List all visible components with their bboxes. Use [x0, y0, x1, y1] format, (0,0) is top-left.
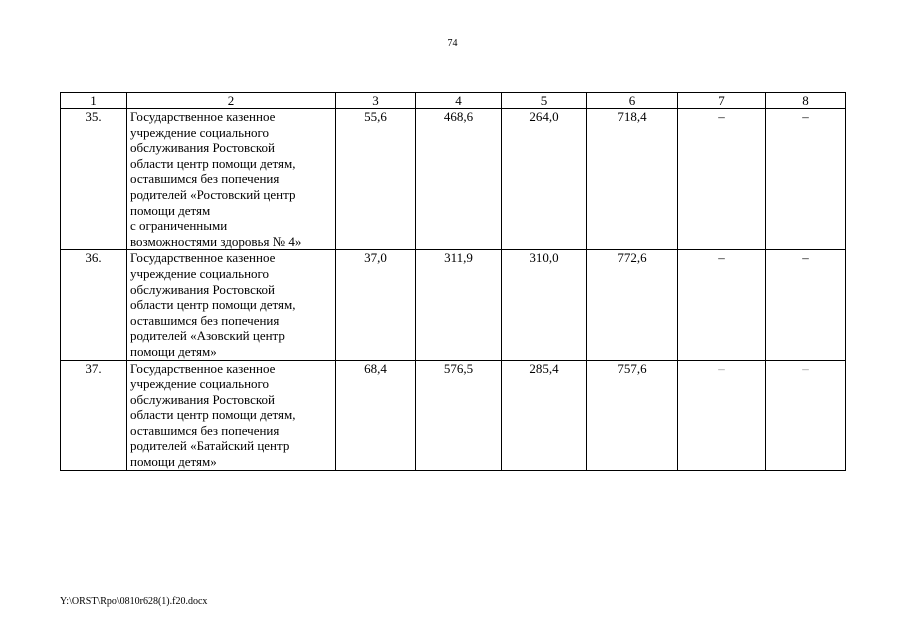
- name-line: оставшимся без попечения: [130, 422, 280, 438]
- data-table: [60, 92, 846, 471]
- column-header-5: 5: [502, 93, 587, 109]
- name-line: учреждение социального: [130, 376, 270, 392]
- value-col-7: –: [678, 360, 766, 470]
- row-number: 35.: [61, 109, 127, 250]
- name-line: обслуживания Ростовской: [130, 391, 275, 407]
- value-col-5: 264,0: [502, 109, 587, 250]
- name-line: области центр помощи детям,: [130, 297, 296, 313]
- name-line: области центр помощи детям,: [130, 407, 296, 423]
- name-line: оставшимся без попечения: [130, 312, 280, 328]
- row-number: 37.: [61, 360, 127, 470]
- column-header-7: 7: [678, 93, 766, 109]
- page-number: 74: [447, 38, 458, 49]
- name-line: Государственное казенное: [130, 109, 276, 124]
- column-header-3: 3: [336, 93, 416, 109]
- institution-name: [127, 109, 336, 250]
- value-col-5: 285,4: [502, 360, 587, 470]
- name-line: с ограниченными: [130, 218, 228, 234]
- name-line: обслуживания Ростовской: [130, 281, 275, 297]
- name-line: родителей «Ростовский центр: [130, 186, 296, 202]
- column-header-2: 2: [127, 93, 336, 109]
- value-col-4: 311,9: [416, 250, 502, 360]
- name-line: возможностями здоровья № 4»: [130, 233, 302, 249]
- column-header-8: 8: [766, 93, 846, 109]
- value-col-8: –: [766, 360, 846, 470]
- name-line: Государственное казенное: [130, 360, 276, 376]
- value-col-6: 757,6: [587, 360, 678, 470]
- value-col-6: 718,4: [587, 109, 678, 250]
- name-line: учреждение социального: [130, 265, 270, 281]
- table-row: [61, 109, 846, 250]
- table-row: [61, 250, 846, 360]
- value-col-3: 55,6: [336, 109, 416, 250]
- name-line: помощи детям»: [130, 343, 217, 359]
- column-header-4: 4: [416, 93, 502, 109]
- name-line: учреждение социального: [130, 124, 270, 140]
- name-line: родителей «Батайский центр: [130, 438, 290, 454]
- value-col-7: –: [678, 250, 766, 360]
- name-line: помощи детям»: [130, 454, 217, 470]
- institution-name: [127, 250, 336, 360]
- value-col-4: 468,6: [416, 109, 502, 250]
- name-line: области центр помощи детям,: [130, 155, 296, 171]
- column-header-6: 6: [587, 93, 678, 109]
- table-row: [61, 360, 846, 470]
- name-line: родителей «Азовский центр: [130, 328, 285, 344]
- value-col-8: –: [766, 109, 846, 250]
- file-path-footer: Y:\ORST\Rpo\0810r628(1).f20.docx: [60, 596, 208, 607]
- value-col-3: 68,4: [336, 360, 416, 470]
- value-col-7: –: [678, 109, 766, 250]
- table-header-row: [61, 93, 846, 109]
- name-line: оставшимся без попечения: [130, 171, 280, 187]
- value-col-5: 310,0: [502, 250, 587, 360]
- row-number: 36.: [61, 250, 127, 360]
- name-line: Государственное казенное: [130, 250, 276, 266]
- value-col-4: 576,5: [416, 360, 502, 470]
- name-line: помощи детям: [130, 202, 211, 218]
- column-header-1: 1: [61, 93, 127, 109]
- name-line: обслуживания Ростовской: [130, 140, 275, 156]
- value-col-6: 772,6: [587, 250, 678, 360]
- institution-name: [127, 360, 336, 470]
- value-col-8: –: [766, 250, 846, 360]
- value-col-3: 37,0: [336, 250, 416, 360]
